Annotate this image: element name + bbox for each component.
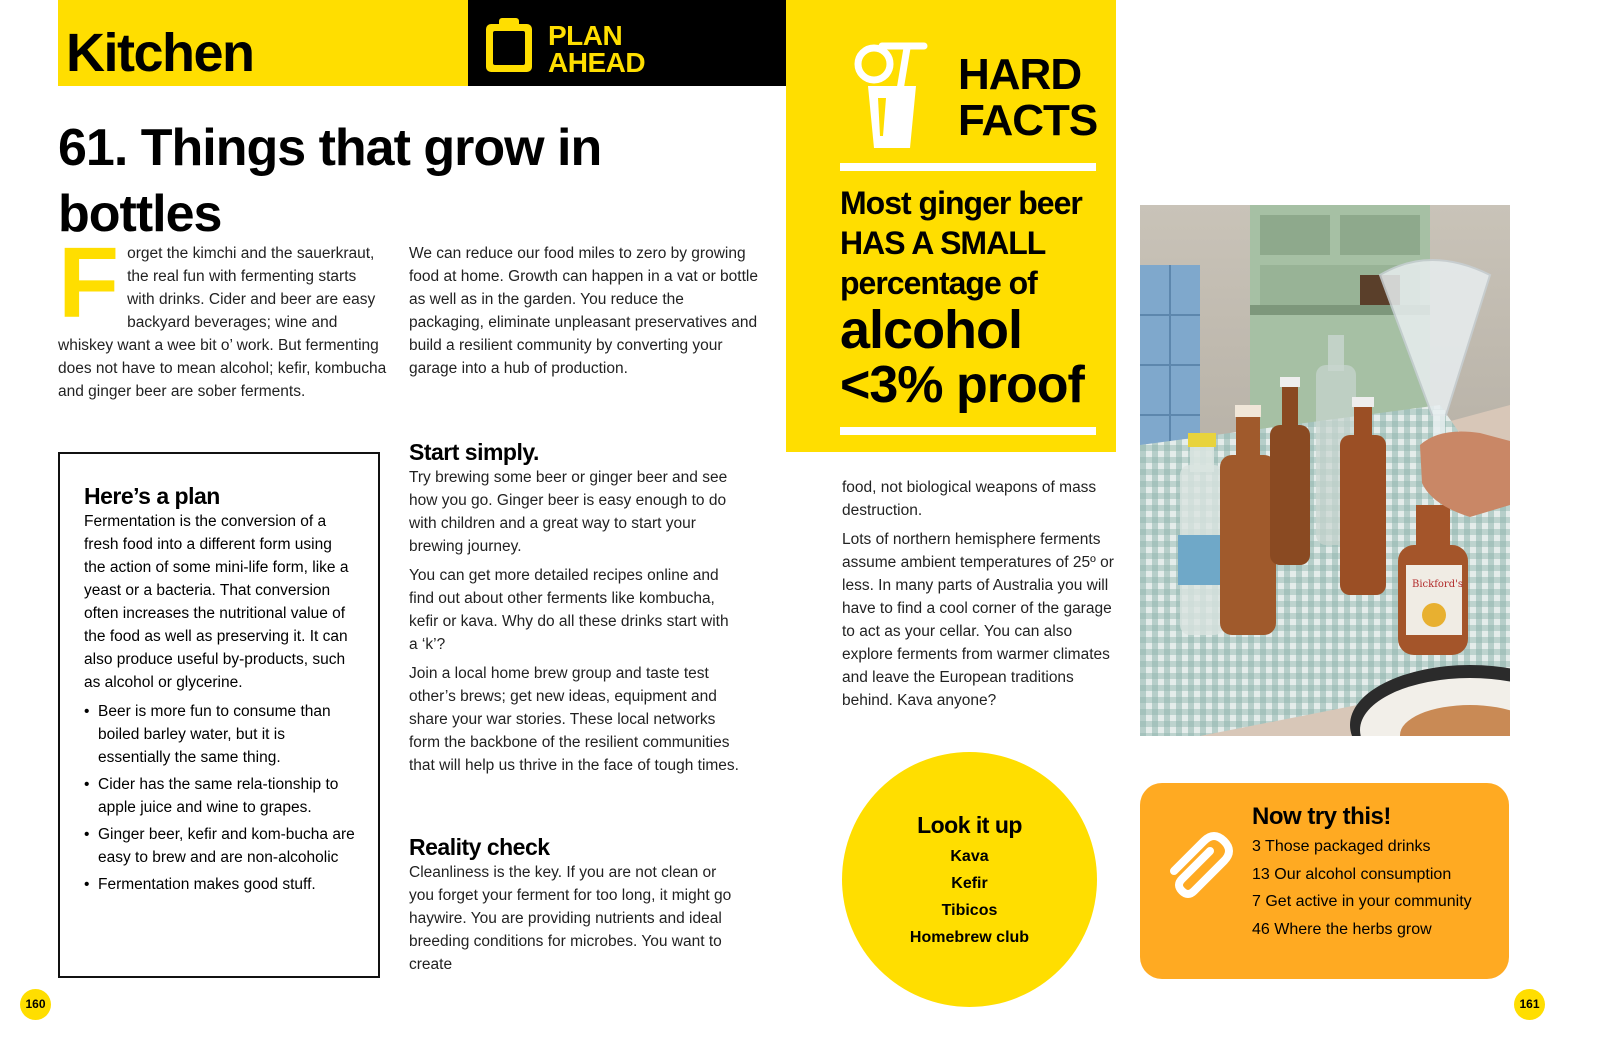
section-header bbox=[58, 0, 468, 86]
intro-text-1: orget the kimchi and the sauerkraut, the real fun with fermenting starts with drinks. Cider and beer are easy backyard beverages; wine and whiskey want a wee bit o’ work. But fermenting does not have to mean alcohol; kefir, kombucha and ginger beer are sober ferments. bbox=[58, 245, 387, 400]
intro-column-2 bbox=[409, 242, 759, 380]
page-number-left: 160 bbox=[20, 989, 51, 1020]
title-line2: bottles bbox=[58, 185, 222, 243]
bottle-label-text: Bickford's bbox=[1412, 579, 1463, 590]
start-simply-section bbox=[409, 438, 739, 783]
now-try-this-item: 3 Those packaged drinks bbox=[1252, 838, 1431, 855]
fact-line: Most ginger beer bbox=[840, 185, 1082, 221]
look-it-up-item: Kava bbox=[950, 848, 989, 865]
drink-glass-icon bbox=[852, 42, 932, 152]
look-it-up-item: Kefir bbox=[951, 875, 988, 892]
page-number-right: 161 bbox=[1514, 989, 1545, 1020]
reality-check-heading: Reality check bbox=[409, 834, 550, 860]
now-try-this-box bbox=[1140, 783, 1509, 979]
brewing-bottles-photo bbox=[1140, 205, 1510, 736]
paperclip-icon bbox=[1160, 821, 1240, 901]
section-title: Kitchen bbox=[66, 23, 254, 83]
drop-cap: F bbox=[58, 227, 120, 339]
reality-check-text: Cleanliness is the key. If you are not clean or you forget your ferment for too long, it might go haywire. You are providing nutrients and ideal breeding conditions for microbes. You want to create bbox=[409, 864, 732, 973]
plan-box bbox=[58, 452, 380, 978]
plan-bullet: • Cider has the same rela-tionship to apple juice and wine to grapes. bbox=[84, 773, 356, 819]
plan-bullet-list bbox=[84, 700, 356, 896]
hard-facts-title-line1: HARD bbox=[958, 50, 1082, 99]
reality-check-section bbox=[409, 833, 739, 982]
look-it-up-item: Homebrew club bbox=[909, 929, 1030, 946]
divider bbox=[840, 427, 1096, 435]
fact-line: alcohol bbox=[840, 300, 1023, 360]
plan-ahead-line1: PLAN bbox=[548, 20, 623, 51]
now-try-this-item: 13 Our alcohol consumption bbox=[1252, 865, 1452, 883]
hard-facts-panel bbox=[786, 0, 1116, 452]
column-3 bbox=[842, 476, 1122, 718]
plan-text: Fermentation is the conversion of a fresh food into a different form using the action of some mini-life form, like a yeast or a bacteria. That conversion often increases the nutritional value of the food as well as preserving it. It can also produce useful by-products, such as alcohol or glycerine. bbox=[84, 513, 349, 691]
now-try-this-heading: Now try this! bbox=[1252, 803, 1391, 830]
now-try-this-item: 7 Get active in your community bbox=[1252, 893, 1472, 910]
now-try-this-item: 46 Where the herbs grow bbox=[1252, 920, 1432, 938]
look-it-up-circle bbox=[842, 752, 1097, 1007]
start-simply-paragraph: Join a local home brew group and taste test other’s brews; get new ideas, equipment and share your war stories. These local networks form the backbone of the resilient communities that will help us thrive in the face of tough times. bbox=[409, 665, 739, 774]
start-simply-heading: Start simply. bbox=[409, 439, 539, 465]
plan-ahead-line2: AHEAD bbox=[548, 47, 646, 78]
page-title bbox=[58, 115, 618, 247]
title-line1: 61. Things that grow in bbox=[58, 119, 602, 177]
plan-bullet: • Beer is more fun to consume than boiled barley water, but it is essentially the same thing. bbox=[84, 700, 356, 769]
column-3-paragraph: food, not biological weapons of mass destruction. bbox=[842, 479, 1097, 519]
divider bbox=[840, 163, 1096, 171]
start-simply-paragraph: Try brewing some beer or ginger beer and see how you go. Ginger beer is easy enough to do with children and a great way to start your brewing journey. bbox=[409, 469, 728, 555]
hard-fact bbox=[840, 183, 1110, 413]
start-simply-paragraph: You can get more detailed recipes online and find out about other ferments like kombucha, kefir or kava. Why do all these drinks start with a ‘k’? bbox=[409, 567, 729, 653]
plan-heading: Here’s a plan bbox=[84, 483, 220, 509]
hard-facts-title-line2: FACTS bbox=[958, 96, 1098, 145]
intro-column-1 bbox=[58, 227, 388, 403]
plan-bullet: • Ginger beer, kefir and kom-bucha are easy to brew and are non-alcoholic bbox=[84, 823, 356, 869]
look-it-up-item: Tibicos bbox=[941, 902, 998, 919]
plan-ahead-banner bbox=[468, 0, 786, 86]
plan-bullet: • Fermentation makes good stuff. bbox=[84, 873, 356, 896]
column-3-paragraph: Lots of northern hemisphere ferments assume ambient temperatures of 25º or less. In many parts of Australia you will have to find a cool corner of the garage to act as your cellar. You can also explore ferments from warmer climates and leave the European traditions behind. Kava anyone? bbox=[842, 531, 1114, 709]
intro-text-2: We can reduce our food miles to zero by growing food at home. Growth can happen in a vat or bottle as well as in the garden. You reduce the packaging, eliminate unpleasant preservatives and build a resilient community by converting your garage into a hub of production. bbox=[409, 245, 758, 377]
clipboard-icon bbox=[484, 16, 534, 74]
fact-line: <3% proof bbox=[840, 356, 1084, 414]
look-it-up-heading: Look it up bbox=[917, 812, 1022, 838]
fact-line: percentage of bbox=[840, 265, 1037, 301]
fact-line: HAS A SMALL bbox=[840, 225, 1046, 261]
